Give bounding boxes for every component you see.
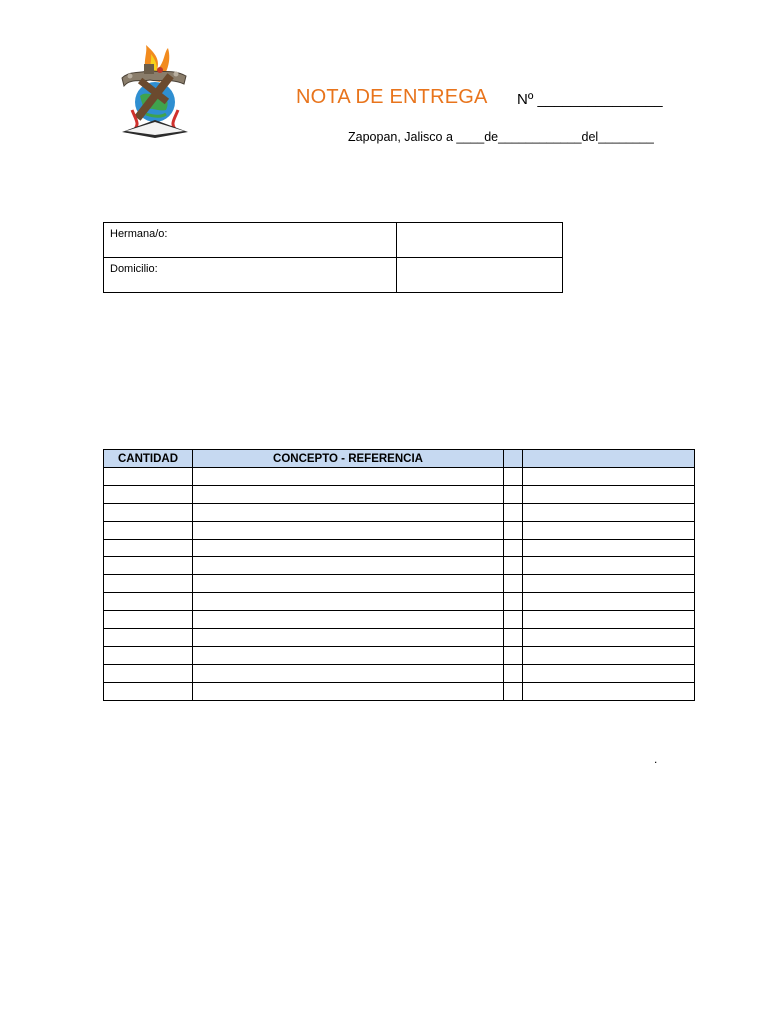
column-header-concepto: CONCEPTO - REFERENCIA: [193, 450, 504, 468]
concepto-cell[interactable]: [193, 611, 504, 629]
concepto-cell[interactable]: [193, 539, 504, 557]
amount-cell[interactable]: [523, 664, 695, 682]
amount-cell[interactable]: [523, 468, 695, 486]
column-header-amount: [523, 450, 695, 468]
table-row: [104, 611, 695, 629]
amount-cell[interactable]: [523, 521, 695, 539]
narrow-cell[interactable]: [504, 646, 523, 664]
table-row: [104, 575, 695, 593]
cantidad-cell[interactable]: [104, 664, 193, 682]
recipient-info-table: [103, 222, 563, 293]
table-row: [104, 682, 695, 700]
amount-cell[interactable]: [523, 503, 695, 521]
narrow-cell[interactable]: [504, 664, 523, 682]
table-row: [104, 593, 695, 611]
narrow-cell[interactable]: [504, 485, 523, 503]
amount-cell[interactable]: [523, 485, 695, 503]
amount-cell[interactable]: [523, 611, 695, 629]
amount-cell[interactable]: [523, 646, 695, 664]
table-row: [104, 503, 695, 521]
address-field[interactable]: Domicilio:: [104, 258, 397, 293]
column-header-narrow: [504, 450, 523, 468]
narrow-cell[interactable]: [504, 503, 523, 521]
table-row: [104, 521, 695, 539]
cantidad-cell[interactable]: [104, 575, 193, 593]
concepto-cell[interactable]: [193, 557, 504, 575]
footer-dot: .: [654, 752, 658, 766]
address-row: [104, 258, 563, 293]
amount-cell[interactable]: [523, 629, 695, 647]
cantidad-cell[interactable]: [104, 521, 193, 539]
cantidad-cell[interactable]: [104, 539, 193, 557]
concepto-cell[interactable]: [193, 646, 504, 664]
narrow-cell[interactable]: [504, 593, 523, 611]
narrow-cell[interactable]: [504, 629, 523, 647]
document-title: NOTA DE ENTREGA: [296, 86, 488, 108]
cantidad-cell[interactable]: [104, 629, 193, 647]
cantidad-cell[interactable]: [104, 646, 193, 664]
column-header-cantidad: CANTIDAD: [104, 450, 193, 468]
table-row: [104, 468, 695, 486]
narrow-cell[interactable]: [504, 539, 523, 557]
cantidad-cell[interactable]: [104, 503, 193, 521]
narrow-cell[interactable]: [504, 468, 523, 486]
amount-cell[interactable]: [523, 575, 695, 593]
recipient-extra-field[interactable]: [397, 223, 563, 258]
amount-cell[interactable]: [523, 557, 695, 575]
narrow-cell[interactable]: [504, 521, 523, 539]
concepto-cell[interactable]: [193, 629, 504, 647]
cantidad-cell[interactable]: [104, 593, 193, 611]
table-row: [104, 557, 695, 575]
table-row: [104, 539, 695, 557]
table-row: [104, 629, 695, 647]
cantidad-cell[interactable]: [104, 557, 193, 575]
items-table: [103, 449, 695, 701]
amount-cell[interactable]: [523, 593, 695, 611]
concepto-cell[interactable]: [193, 664, 504, 682]
place-date-line[interactable]: Zapopan, Jalisco a ____de____________del________: [348, 130, 654, 144]
table-row: [104, 646, 695, 664]
narrow-cell[interactable]: [504, 682, 523, 700]
cantidad-cell[interactable]: [104, 468, 193, 486]
concepto-cell[interactable]: [193, 503, 504, 521]
cantidad-cell[interactable]: [104, 485, 193, 503]
note-number-line[interactable]: Nº _______________: [517, 91, 663, 108]
concepto-cell[interactable]: [193, 575, 504, 593]
concepto-cell[interactable]: [193, 521, 504, 539]
concepto-cell[interactable]: [193, 485, 504, 503]
concepto-cell[interactable]: [193, 682, 504, 700]
table-row: [104, 664, 695, 682]
cantidad-cell[interactable]: [104, 682, 193, 700]
narrow-cell[interactable]: [504, 575, 523, 593]
recipient-name-field[interactable]: Hermana/o:: [104, 223, 397, 258]
amount-cell[interactable]: [523, 539, 695, 557]
concepto-cell[interactable]: [193, 468, 504, 486]
narrow-cell[interactable]: [504, 611, 523, 629]
table-row: [104, 485, 695, 503]
cantidad-cell[interactable]: [104, 611, 193, 629]
recipient-row: [104, 223, 563, 258]
items-header-row: [104, 450, 695, 468]
items-body: [104, 468, 695, 701]
narrow-cell[interactable]: [504, 557, 523, 575]
address-extra-field[interactable]: [397, 258, 563, 293]
amount-cell[interactable]: [523, 682, 695, 700]
concepto-cell[interactable]: [193, 593, 504, 611]
emblem-logo: [110, 40, 200, 138]
